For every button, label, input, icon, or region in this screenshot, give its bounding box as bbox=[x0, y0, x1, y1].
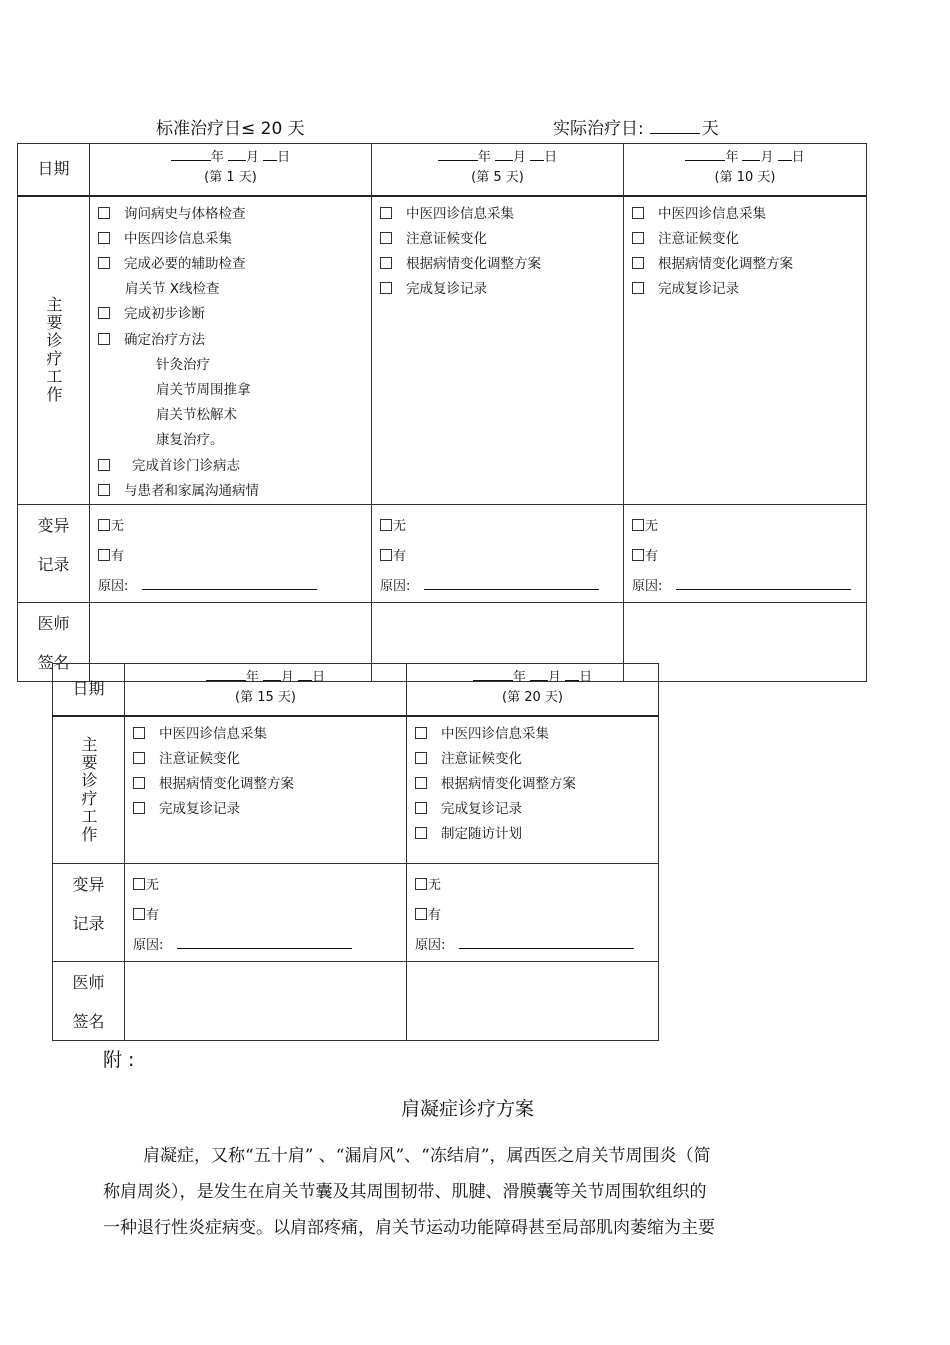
task-label: 注意证候变化 bbox=[406, 230, 487, 247]
document-title: 肩凝症诊疗方案 bbox=[400, 1098, 534, 1120]
variance-reason bbox=[415, 931, 658, 961]
task-checkbox[interactable] bbox=[133, 777, 145, 789]
task-label: 针灸治疗 bbox=[156, 356, 210, 373]
day-number-label: (第 15 天) bbox=[235, 690, 296, 705]
task-label: 与患者和家属沟通病情 bbox=[124, 482, 259, 499]
pathway-table-days-1-10 bbox=[17, 143, 867, 682]
signature-label-line-2: 签名 bbox=[37, 652, 70, 672]
year-label: 年 bbox=[725, 150, 739, 165]
actual-days-blank[interactable] bbox=[650, 119, 700, 134]
reason-input-line[interactable] bbox=[424, 577, 599, 590]
task-label: 完成初步诊断 bbox=[124, 306, 205, 323]
standard-days: 标准治疗日≤ 20 天 bbox=[156, 119, 305, 139]
tasks-day-10 bbox=[624, 196, 867, 505]
task-item[interactable] bbox=[98, 328, 371, 353]
actual-days-unit: 天 bbox=[701, 119, 719, 139]
task-checkbox[interactable] bbox=[133, 802, 145, 814]
variance-reason-label: 原因: bbox=[133, 938, 164, 953]
task-label: 肩关节松解术 bbox=[156, 407, 237, 424]
variance-label-line-1: 变异 bbox=[72, 875, 105, 894]
year-label: 年 bbox=[512, 670, 526, 685]
tasks-day-15 bbox=[125, 716, 407, 864]
main-work-label-cell bbox=[18, 196, 90, 505]
variance-day-20 bbox=[407, 864, 659, 962]
day-number-label: (第 5 天) bbox=[471, 170, 524, 185]
task-checkbox[interactable] bbox=[133, 752, 145, 764]
task-label: 注意证候变化 bbox=[441, 750, 522, 767]
signature-label-line-1: 医师 bbox=[37, 613, 70, 633]
task-label: 制定随访计划 bbox=[441, 826, 522, 843]
task-label: 询问病史与体格检查 bbox=[124, 205, 246, 222]
appendix-label: 附 : bbox=[103, 1049, 135, 1071]
variance-has-label: 有 bbox=[428, 908, 442, 923]
date-header-day-1[interactable] bbox=[90, 144, 372, 196]
task-label: 确定治疗方法 bbox=[124, 331, 205, 348]
task-item[interactable] bbox=[415, 797, 658, 822]
actual-days-label: 实际治疗日: bbox=[553, 119, 644, 139]
variance-checkbox[interactable] bbox=[380, 519, 392, 531]
task-item[interactable] bbox=[380, 277, 623, 302]
variance-checkbox[interactable] bbox=[133, 878, 145, 890]
signature-label-line-2: 签名 bbox=[72, 1012, 105, 1031]
variance-has[interactable] bbox=[632, 542, 866, 572]
task-item[interactable] bbox=[415, 822, 658, 847]
variance-reason bbox=[380, 572, 623, 602]
variance-checkbox[interactable] bbox=[415, 908, 427, 920]
variance-none-label: 无 bbox=[393, 518, 407, 534]
task-item[interactable] bbox=[380, 202, 623, 227]
variance-checkbox[interactable] bbox=[632, 519, 644, 531]
task-checkbox[interactable] bbox=[380, 282, 392, 294]
task-checkbox[interactable] bbox=[98, 257, 110, 269]
variance-has-label: 有 bbox=[146, 908, 160, 923]
task-checkbox[interactable] bbox=[98, 232, 110, 244]
signature-field-day-10[interactable] bbox=[624, 602, 867, 681]
variance-day-10 bbox=[624, 504, 867, 602]
variance-has-label: 有 bbox=[645, 548, 659, 564]
tasks-day-20 bbox=[407, 716, 659, 864]
date-header-day-20[interactable] bbox=[407, 664, 659, 716]
variance-day-15 bbox=[125, 864, 407, 962]
variance-reason bbox=[632, 572, 866, 602]
variance-reason-label: 原因: bbox=[380, 578, 411, 594]
task-item[interactable] bbox=[632, 277, 866, 302]
task-checkbox[interactable] bbox=[98, 207, 110, 219]
variance-label-line-2: 记录 bbox=[37, 554, 70, 574]
task-item[interactable] bbox=[98, 454, 371, 479]
tasks-day-5 bbox=[372, 196, 624, 505]
variance-none[interactable] bbox=[415, 871, 658, 901]
month-label: 月 bbox=[547, 670, 561, 685]
paragraph-line: 称肩周炎），是发生在肩关节囊及其周围韧带、肌腱、滑膜囊等关节周围软组织的 bbox=[103, 1182, 707, 1202]
task-checkbox[interactable] bbox=[380, 232, 392, 244]
variance-label-line-1: 变异 bbox=[37, 515, 70, 535]
task-item[interactable] bbox=[415, 772, 658, 797]
task-item bbox=[98, 428, 371, 453]
task-item[interactable] bbox=[98, 479, 371, 504]
task-item[interactable] bbox=[415, 747, 658, 772]
variance-checkbox[interactable] bbox=[415, 878, 427, 890]
task-item[interactable] bbox=[415, 722, 658, 747]
reason-input-line[interactable] bbox=[676, 577, 851, 590]
task-checkbox[interactable] bbox=[632, 257, 644, 269]
signature-label-cell bbox=[53, 962, 125, 1041]
task-item[interactable] bbox=[98, 202, 371, 227]
pathway-table-days-15-20 bbox=[52, 663, 659, 1041]
task-item[interactable] bbox=[98, 302, 371, 327]
variance-reason bbox=[98, 572, 371, 602]
task-label: 完成首诊门诊病志 bbox=[132, 457, 240, 474]
variance-none[interactable] bbox=[632, 512, 866, 542]
date-header-day-15[interactable] bbox=[125, 664, 407, 716]
day-number-label: (第 1 天) bbox=[204, 170, 257, 185]
task-label: 根据病情变化调整方案 bbox=[406, 255, 541, 272]
paragraph-line: 肩凝症，又称“五十肩” 、“漏肩风”、“冻结肩”，属西医之肩关节周围炎（简 bbox=[143, 1146, 711, 1166]
task-checkbox[interactable] bbox=[415, 752, 427, 764]
month-label: 月 bbox=[245, 150, 259, 165]
variance-reason-label: 原因: bbox=[632, 578, 663, 594]
task-checkbox[interactable] bbox=[632, 282, 644, 294]
task-checkbox[interactable] bbox=[380, 257, 392, 269]
task-label: 完成复诊记录 bbox=[159, 801, 240, 818]
day-label: 日 bbox=[579, 670, 593, 685]
variance-has-label: 有 bbox=[111, 548, 125, 564]
task-item[interactable] bbox=[380, 252, 623, 277]
task-checkbox[interactable] bbox=[632, 232, 644, 244]
reason-input-line[interactable] bbox=[142, 577, 317, 590]
variance-has[interactable] bbox=[415, 901, 658, 931]
task-checkbox[interactable] bbox=[415, 827, 427, 839]
main-work-label-cell bbox=[53, 716, 125, 864]
month-label: 月 bbox=[512, 150, 526, 165]
task-item[interactable] bbox=[133, 797, 406, 822]
variance-checkbox[interactable] bbox=[98, 519, 110, 531]
task-item bbox=[98, 353, 371, 378]
task-checkbox[interactable] bbox=[98, 333, 110, 345]
task-label: 根据病情变化调整方案 bbox=[159, 775, 294, 792]
task-item[interactable] bbox=[98, 252, 371, 277]
variance-reason bbox=[133, 931, 406, 961]
year-label: 年 bbox=[477, 150, 491, 165]
variance-checkbox[interactable] bbox=[133, 908, 145, 920]
task-label: 根据病情变化调整方案 bbox=[658, 255, 793, 272]
variance-has-label: 有 bbox=[393, 548, 407, 564]
date-label-cell bbox=[53, 664, 125, 716]
signature-field-day-20[interactable] bbox=[407, 962, 659, 1041]
month-label: 月 bbox=[760, 150, 774, 165]
reason-input-line[interactable] bbox=[177, 936, 352, 949]
variance-none-label: 无 bbox=[111, 518, 125, 534]
variance-none[interactable] bbox=[98, 512, 371, 542]
reason-input-line[interactable] bbox=[459, 936, 634, 949]
task-label: 完成复诊记录 bbox=[441, 801, 522, 818]
variance-has[interactable] bbox=[380, 542, 623, 572]
task-label: 中医四诊信息采集 bbox=[159, 725, 267, 742]
day-number-label: (第 20 天) bbox=[502, 690, 563, 705]
task-item[interactable] bbox=[632, 227, 866, 252]
variance-label-cell bbox=[18, 504, 90, 602]
task-item[interactable] bbox=[98, 227, 371, 252]
variance-has[interactable] bbox=[98, 542, 371, 572]
task-item[interactable] bbox=[133, 722, 406, 747]
task-checkbox[interactable] bbox=[133, 727, 145, 739]
task-item bbox=[98, 378, 371, 403]
signature-label-line-1: 医师 bbox=[72, 973, 105, 992]
variance-none[interactable] bbox=[380, 512, 623, 542]
task-item[interactable] bbox=[133, 772, 406, 797]
task-item[interactable] bbox=[380, 227, 623, 252]
task-label: 注意证候变化 bbox=[159, 750, 240, 767]
task-checkbox[interactable] bbox=[415, 777, 427, 789]
task-checkbox[interactable] bbox=[98, 307, 110, 319]
variance-day-5 bbox=[372, 504, 624, 602]
variance-label-cell bbox=[53, 864, 125, 962]
variance-has[interactable] bbox=[133, 901, 406, 931]
variance-none-label: 无 bbox=[645, 518, 659, 534]
day-label: 日 bbox=[277, 150, 291, 165]
task-checkbox[interactable] bbox=[98, 484, 110, 496]
task-label: 完成必要的辅助检查 bbox=[124, 255, 246, 272]
intro-paragraph bbox=[103, 1138, 828, 1246]
actual-days bbox=[553, 114, 719, 139]
variance-checkbox[interactable] bbox=[632, 549, 644, 561]
variance-label-line-2: 记录 bbox=[72, 914, 105, 933]
variance-day-1 bbox=[90, 504, 372, 602]
day-label: 日 bbox=[544, 150, 558, 165]
day-number-label: (第 10 天) bbox=[714, 170, 776, 185]
day-label: 日 bbox=[312, 670, 326, 685]
task-item[interactable] bbox=[632, 202, 866, 227]
task-label: 中医四诊信息采集 bbox=[658, 205, 766, 222]
signature-field-day-15[interactable] bbox=[125, 962, 407, 1041]
task-checkbox[interactable] bbox=[632, 207, 644, 219]
task-label: 中医四诊信息采集 bbox=[406, 205, 514, 222]
task-label: 完成复诊记录 bbox=[658, 281, 739, 298]
task-checkbox[interactable] bbox=[415, 727, 427, 739]
task-label: 康复治疗。 bbox=[156, 432, 224, 449]
tasks-day-1 bbox=[90, 196, 372, 505]
date-label: 日期 bbox=[37, 159, 70, 178]
variance-reason-label: 原因: bbox=[98, 578, 129, 594]
task-item bbox=[98, 403, 371, 428]
date-header-day-5[interactable] bbox=[372, 144, 624, 196]
date-label-cell bbox=[18, 144, 90, 196]
year-label: 年 bbox=[210, 150, 224, 165]
main-work-label: 主要诊疗工作 bbox=[44, 296, 63, 405]
task-label: 中医四诊信息采集 bbox=[124, 230, 232, 247]
task-item bbox=[98, 277, 371, 302]
task-label: 完成复诊记录 bbox=[406, 281, 487, 298]
day-label: 日 bbox=[791, 150, 805, 165]
task-item[interactable] bbox=[632, 252, 866, 277]
task-label: 根据病情变化调整方案 bbox=[441, 775, 576, 792]
date-header-day-10[interactable] bbox=[624, 144, 867, 196]
task-checkbox[interactable] bbox=[380, 207, 392, 219]
task-checkbox[interactable] bbox=[415, 802, 427, 814]
task-item[interactable] bbox=[133, 747, 406, 772]
variance-none[interactable] bbox=[133, 871, 406, 901]
month-label: 月 bbox=[280, 670, 294, 685]
task-label: 肩关节周围推拿 bbox=[156, 381, 251, 398]
variance-checkbox[interactable] bbox=[98, 549, 110, 561]
variance-none-label: 无 bbox=[428, 878, 442, 893]
task-checkbox[interactable] bbox=[98, 459, 110, 471]
task-label: 注意证候变化 bbox=[658, 230, 739, 247]
date-label: 日期 bbox=[72, 679, 105, 698]
variance-none-label: 无 bbox=[146, 878, 160, 893]
task-label: 肩关节 X线检查 bbox=[125, 281, 220, 298]
task-label: 中医四诊信息采集 bbox=[441, 725, 549, 742]
variance-reason-label: 原因: bbox=[415, 938, 446, 953]
main-work-label: 主要诊疗工作 bbox=[79, 735, 98, 844]
year-label: 年 bbox=[245, 670, 259, 685]
variance-checkbox[interactable] bbox=[380, 549, 392, 561]
paragraph-line: 一种退行性炎症病变。以肩部疼痛，肩关节运动功能障碍甚至局部肌肉萎缩为主要 bbox=[103, 1218, 715, 1238]
